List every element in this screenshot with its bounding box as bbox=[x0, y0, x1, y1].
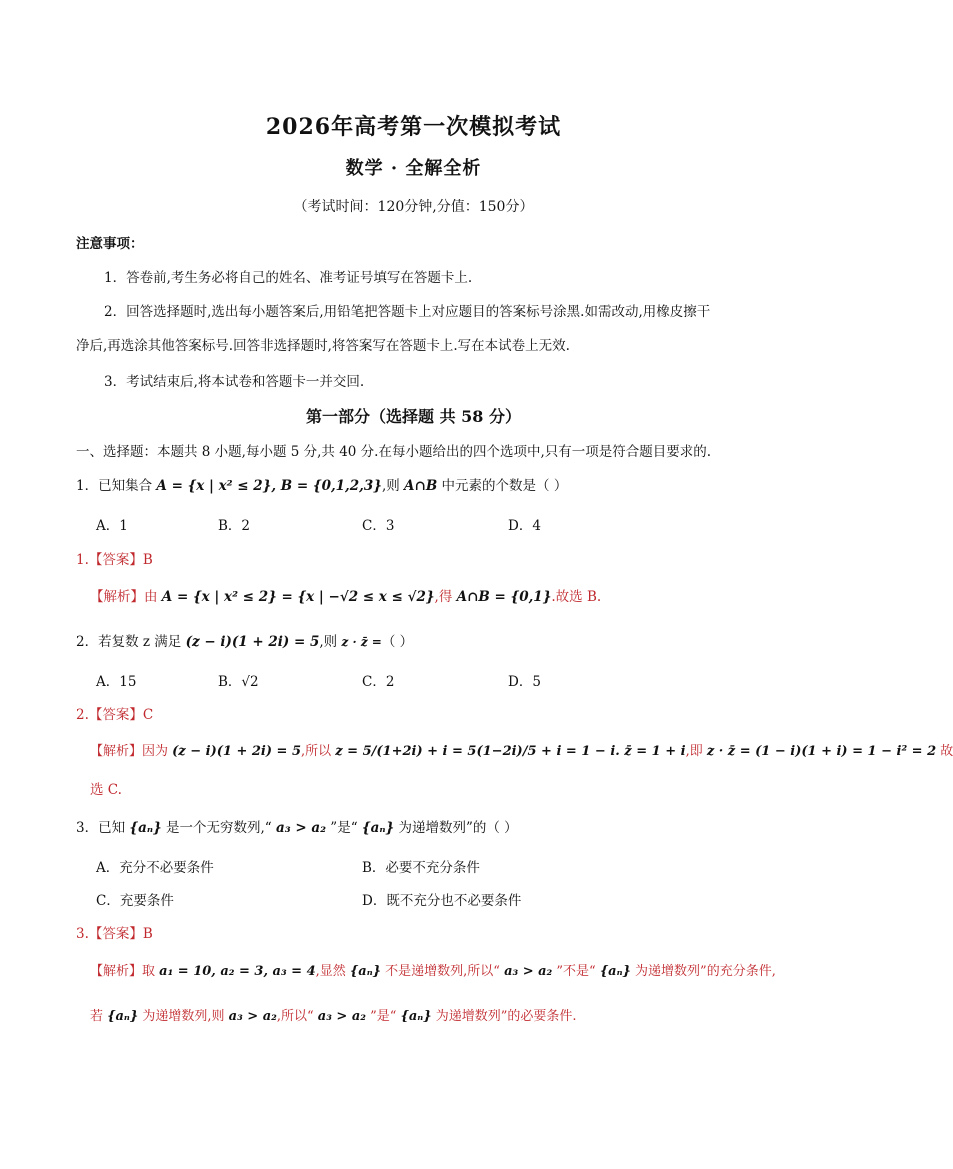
q3-sol-l1-mid3: ”不是“ bbox=[552, 964, 600, 979]
q3-sol-l2-mid3: ”是“ bbox=[365, 1009, 401, 1024]
q1-sol-math2: A∩B = {0,1} bbox=[456, 589, 552, 605]
q3-sol-l2-pre: 若 bbox=[90, 1009, 108, 1024]
q3-solution-line-2 bbox=[90, 1005, 577, 1024]
q3-option-c: C．充要条件 bbox=[96, 893, 174, 909]
page-title: 2026年高考第一次模拟考试 bbox=[265, 114, 562, 140]
q3-math: {aₙ} bbox=[129, 820, 162, 836]
notice-item-2-line-1: 2．回答选择题时,选出每小题答案后,用铅笔把答题卡上对应题目的答案标号涂黑.如需改动,用橡皮擦干 bbox=[104, 304, 711, 320]
q1-text-post: 中元素的个数是（ ） bbox=[437, 478, 568, 494]
q1-text-pre: 1．已知集合 bbox=[76, 478, 157, 494]
q2-solution-line-2: 选 C. bbox=[90, 782, 122, 798]
page-subtitle: 数学 · 全解全析 bbox=[345, 158, 482, 179]
q2-sol-post: 故 bbox=[936, 744, 953, 759]
q2-sol-mid2: ,即 bbox=[685, 744, 707, 759]
q2-sol-math2: z = 5/(1+2i) + i = 5(1−2i)/5 + i = 1 − i. z̄ = 1 + i bbox=[335, 744, 686, 759]
q1-text-mid: ,则 bbox=[381, 478, 405, 494]
q3-sol-l1-math: a₁ = 10, a₂ = 3, a₃ = 4 bbox=[159, 964, 316, 979]
q3-math2: a₃ > a₂ bbox=[275, 820, 327, 836]
q1-sol-post: .故选 B. bbox=[551, 589, 602, 605]
q2-answer: 2.【答案】C bbox=[76, 707, 154, 723]
q3-sol-l1-mid2: 不是递增数列,所以“ bbox=[381, 964, 505, 979]
q1-math2: A∩B bbox=[404, 478, 438, 494]
q3-sol-l2-math4: {aₙ} bbox=[400, 1009, 432, 1024]
q3-text-pre: 3．已知 bbox=[76, 820, 130, 836]
q2-sol-math: (z − i)(1 + 2i) = 5 bbox=[172, 744, 301, 759]
q2-math2: z · z̄ = bbox=[341, 635, 382, 649]
q2-sol-mid: ,所以 bbox=[301, 744, 336, 759]
q3-sol-l1-math4: {aₙ} bbox=[599, 964, 631, 979]
q1-answer: 1.【答案】B bbox=[76, 552, 153, 568]
notice-item-2-line-2: 净后,再选涂其他答案标号.回答非选择题时,将答案写在答题卡上.写在本试卷上无效. bbox=[76, 338, 570, 354]
q1-option-c: C．3 bbox=[362, 518, 395, 534]
section-intro: 一、选择题：本题共 8 小题,每小题 5 分,共 40 分.在每小题给出的四个选项中,只有一项是符合题目要求的. bbox=[76, 444, 712, 460]
q1-option-a: A．1 bbox=[96, 518, 128, 534]
q3-sol-l2-math: {aₙ} bbox=[107, 1009, 139, 1024]
notice-item-3: 3．考试结束后,将本试卷和答题卡一并交回. bbox=[104, 374, 365, 390]
q1-sol-mid: ,得 bbox=[434, 589, 457, 605]
section-heading: 第一部分（选择题 共 58 分） bbox=[306, 407, 521, 426]
notice-item-1: 1．答卷前,考生务必将自己的姓名、准考证号填写在答题卡上. bbox=[104, 270, 473, 286]
q2-text-post: （ ） bbox=[381, 634, 414, 650]
q3-text-mid: 是一个无穷数列,“ bbox=[161, 820, 276, 836]
q2-option-b: B．√2 bbox=[218, 674, 259, 690]
q3-sol-l2-math2: a₃ > a₂ bbox=[228, 1009, 277, 1024]
q3-option-b: B．必要不充分条件 bbox=[362, 860, 480, 876]
q3-text-post: 为递增数列”的（ ） bbox=[394, 820, 518, 836]
q3-answer: 3.【答案】B bbox=[76, 926, 153, 942]
q3-sol-l1-mid: ,显然 bbox=[315, 964, 350, 979]
q3-math3: {aₙ} bbox=[361, 820, 395, 836]
q3-option-a: A．充分不必要条件 bbox=[96, 860, 214, 876]
q2-solution bbox=[90, 740, 953, 759]
q3-sol-l1-post: 为递增数列”的充分条件, bbox=[630, 964, 776, 979]
question-1 bbox=[76, 474, 567, 494]
q1-option-d: D．4 bbox=[508, 518, 541, 534]
q2-option-a: A．15 bbox=[96, 674, 137, 690]
q3-sol-l1-math2: {aₙ} bbox=[349, 964, 382, 979]
q3-sol-l2-mid2: ,所以“ bbox=[276, 1009, 318, 1024]
q1-sol-label: 【解析】 bbox=[90, 589, 144, 605]
q2-math: (z − i)(1 + 2i) = 5 bbox=[185, 634, 320, 650]
q2-text-mid: ,则 bbox=[319, 634, 342, 650]
notice-heading: 注意事项： bbox=[76, 236, 144, 252]
question-3 bbox=[76, 816, 518, 836]
q3-sol-l2-post: 为递增数列”的必要条件. bbox=[431, 1009, 577, 1024]
q1-sol-math: A = {x | x² ≤ 2} = {x | −√2 ≤ x ≤ √2} bbox=[161, 589, 435, 605]
q1-solution bbox=[90, 585, 601, 605]
exam-time-info: （考试时间：120分钟,分值：150分） bbox=[293, 199, 534, 215]
q2-sol-label: 【解析】 bbox=[90, 744, 143, 759]
q1-option-b: B．2 bbox=[218, 518, 251, 534]
q3-sol-l2-math3: a₃ > a₂ bbox=[317, 1009, 366, 1024]
q2-option-d: D．5 bbox=[508, 674, 541, 690]
q3-text-mid2: ”是“ bbox=[326, 820, 362, 836]
q2-sol-math3: z · z̄ = (1 − i)(1 + i) = 1 − i² = 2 bbox=[706, 744, 937, 759]
q3-sol-label: 【解析】 bbox=[90, 964, 143, 979]
q3-solution-line-1 bbox=[90, 960, 776, 979]
q1-sol-pre: 由 bbox=[144, 589, 162, 605]
q2-sol-pre: 因为 bbox=[142, 744, 173, 759]
question-2 bbox=[76, 630, 413, 650]
q3-option-d: D．既不充分也不必要条件 bbox=[362, 893, 522, 909]
q3-sol-l1-math3: a₃ > a₂ bbox=[504, 964, 553, 979]
q2-option-c: C．2 bbox=[362, 674, 395, 690]
q2-text-pre: 2．若复数 z 满足 bbox=[76, 634, 186, 650]
q3-sol-l2-mid: 为递增数列,则 bbox=[138, 1009, 229, 1024]
q3-sol-l1-pre: 取 bbox=[142, 964, 160, 979]
q1-math: A = {x | x² ≤ 2}, B = {0,1,2,3} bbox=[156, 478, 382, 494]
